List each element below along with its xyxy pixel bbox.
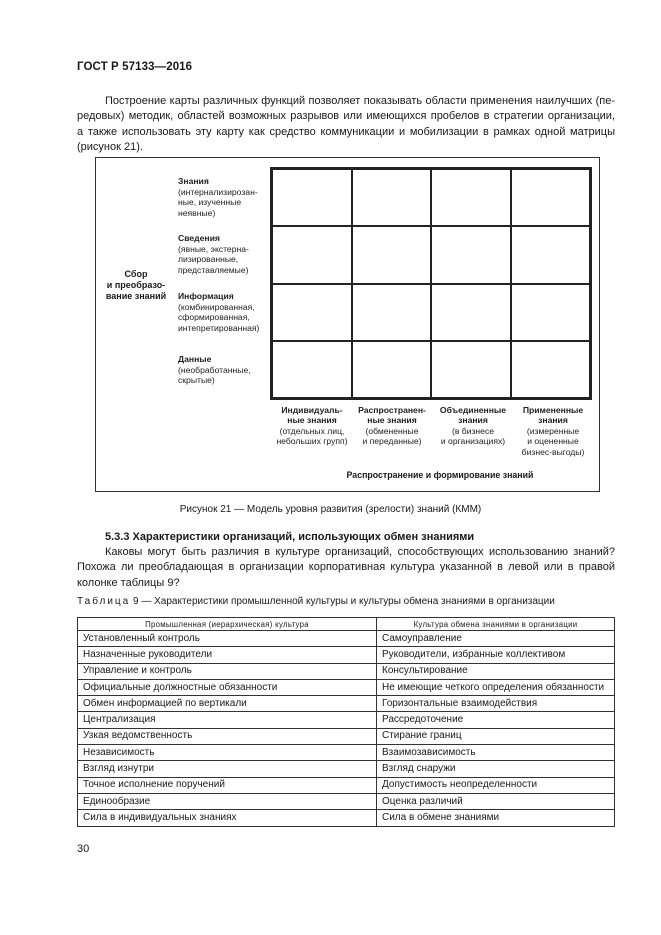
row-label-desc: (интернализирозан- <box>178 186 258 197</box>
matrix-cell <box>511 226 591 283</box>
matrix-cell <box>352 169 432 226</box>
column-label-desc: (обмененные <box>365 425 419 436</box>
table-cell: Руководители, избранные коллективом <box>377 647 615 663</box>
table-caption-word: Таблица <box>77 596 131 607</box>
page-number: 30 <box>77 843 90 855</box>
maturity-matrix-grid <box>270 167 592 400</box>
axis-label-line: вание знаний <box>105 291 167 301</box>
matrix-cell <box>431 169 511 226</box>
column-label-desc: и оцененные <box>527 436 579 447</box>
table-cell: Стирание границ <box>377 728 615 744</box>
column-label-desc: (в бизнесе <box>451 425 495 436</box>
column-label-desc: и организациях) <box>440 436 506 447</box>
axis-label-line: Сбор <box>124 269 148 279</box>
matrix-cell <box>431 341 511 398</box>
table-cell: Установленный контроль <box>78 631 377 647</box>
column-label-desc: бизнес-выгоды) <box>521 446 585 457</box>
row-label-title: Информация <box>178 291 234 301</box>
row-label-desc: представляемые) <box>178 264 249 275</box>
table-row <box>78 647 615 663</box>
table-cell: Единообразие <box>78 793 377 809</box>
table-cell: Независимость <box>78 745 377 761</box>
matrix-cell <box>511 169 591 226</box>
table-cell: Обмен информацией по вертикали <box>78 696 377 712</box>
column-label-title: Распространен- <box>358 405 426 415</box>
document-standard-header: ГОСТ Р 57133—2016 <box>77 61 193 73</box>
table-row <box>78 793 615 809</box>
culture-comparison-table <box>77 617 615 827</box>
table-cell: Взгляд снаружи <box>377 761 615 777</box>
table-cell: Оценка различий <box>377 793 615 809</box>
row-label-title: Данные <box>178 354 212 364</box>
column-header-knowledge-sharing: Культура обмена знаниями в организации <box>377 618 615 631</box>
column-label-title: знания <box>538 415 568 426</box>
table-row <box>78 631 615 647</box>
matrix-cell <box>272 226 352 283</box>
intro-line: Построение карты различных функций позволяет показывать области применения наилучших (пе- <box>105 95 615 107</box>
intro-line: редовых) методик, областей возможных разрывов или имеющихся пробелов в стратегии организации, <box>77 110 615 123</box>
row-label-knowledge <box>178 176 270 218</box>
section-line: Похожа ли преобладающая в организации корпоративная культура указанной в левой или в правой <box>77 561 615 574</box>
table-caption <box>77 596 555 607</box>
table-row <box>78 810 615 826</box>
matrix-cell <box>272 284 352 341</box>
column-label-desc: небольших групп) <box>276 436 348 447</box>
row-label-desc: (необработанные, <box>178 364 251 375</box>
table-cell: Управление и контроль <box>78 663 377 679</box>
vertical-axis-label <box>98 269 174 302</box>
row-label-desc: (комбинированная, <box>178 301 255 312</box>
table-cell: Централизация <box>78 712 377 728</box>
table-row <box>78 663 615 679</box>
table-row <box>78 696 615 712</box>
section-line: Каковы могут быть различия в культуре организаций, способствующих использованию знаний? <box>105 546 615 558</box>
row-label-information-explicit <box>178 233 270 275</box>
intro-line: (рисунок 21). <box>77 141 143 154</box>
column-label-title: ные знания <box>367 415 417 426</box>
section-line: колонке таблицы 9? <box>77 576 180 589</box>
table-cell: Не имеющие четкого определения обязанности <box>377 679 615 695</box>
table-cell: Взаимозависимость <box>377 745 615 761</box>
row-label-desc: (явные, экстерна- <box>178 243 249 254</box>
table-cell: Горизонтальные взаимодействия <box>377 696 615 712</box>
row-label-desc: лизированные, <box>178 254 239 265</box>
row-label-data <box>178 354 270 386</box>
matrix-cell <box>352 226 432 283</box>
matrix-cell <box>272 169 352 226</box>
figure-caption: Рисунок 21 — Модель уровня развития (зрелости) знаний (КММ) <box>179 504 482 515</box>
row-label-desc: сформированная, <box>178 312 250 323</box>
column-label-desc: (отдельных лиц, <box>279 425 345 436</box>
row-label-title: Знания <box>178 176 209 186</box>
intro-paragraph <box>77 94 615 156</box>
table-row <box>78 777 615 793</box>
column-label-title: знания <box>458 415 488 426</box>
column-label-distributed <box>350 405 434 447</box>
column-label-individual <box>270 405 354 447</box>
table-cell: Сила в обмене знаниями <box>377 810 615 826</box>
table-cell: Взгляд изнутри <box>78 761 377 777</box>
table-row <box>78 761 615 777</box>
column-label-desc: (измеренные <box>526 425 580 436</box>
table-row <box>78 712 615 728</box>
column-label-title: Индивидуаль- <box>281 405 343 415</box>
horizontal-axis-label: Распространение и формирование знаний <box>346 470 534 480</box>
matrix-cell <box>352 341 432 398</box>
column-label-applied <box>511 405 595 457</box>
axis-label-line: и преобразо- <box>106 280 166 290</box>
table-row <box>78 745 615 761</box>
table-header-row <box>78 618 615 631</box>
row-label-desc: неявные) <box>178 207 216 218</box>
table-cell: Назначенные руководители <box>78 647 377 663</box>
table-cell: Точное исполнение поручений <box>78 777 377 793</box>
column-label-title: Примененные <box>522 405 584 415</box>
table-cell: Сила в индивидуальных знаниях <box>78 810 377 826</box>
column-label-desc: и переданные) <box>362 436 422 447</box>
column-label-title: ные знания <box>287 415 337 426</box>
row-label-desc: интепретированная) <box>178 322 260 333</box>
matrix-cell <box>352 284 432 341</box>
table-cell: Узкая ведомственность <box>78 728 377 744</box>
table-row <box>78 679 615 695</box>
matrix-cell <box>511 341 591 398</box>
row-label-information <box>178 291 270 333</box>
matrix-cell <box>272 341 352 398</box>
column-label-title: Объединенные <box>439 405 507 415</box>
table-cell: Самоуправление <box>377 631 615 647</box>
column-label-combined <box>431 405 515 447</box>
section-heading: 5.3.3 Характеристики организаций, использующих обмен знаниями <box>105 531 475 543</box>
table-cell: Консультирование <box>377 663 615 679</box>
section-paragraph <box>77 545 615 591</box>
matrix-cell <box>431 284 511 341</box>
table-cell: Официальные должностные обязанности <box>78 679 377 695</box>
table-row <box>78 728 615 744</box>
row-label-desc: скрытые) <box>178 375 215 386</box>
row-label-title: Сведения <box>178 233 220 243</box>
table-caption-text: 9 — Характеристики промышленной культуры и культуры обмена знаниями в организации <box>130 596 555 607</box>
column-header-industrial: Промышленная (иерархическая) культура <box>78 618 377 631</box>
row-label-desc: ные, изученные <box>178 197 242 208</box>
intro-line: а также использовать эту карту как средство коммуникации и мобилизации в рамках одной матрицы <box>77 125 615 138</box>
table-cell: Рассредоточение <box>377 712 615 728</box>
table-cell: Допустимость неопределенности <box>377 777 615 793</box>
matrix-cell <box>511 284 591 341</box>
matrix-cell <box>431 226 511 283</box>
